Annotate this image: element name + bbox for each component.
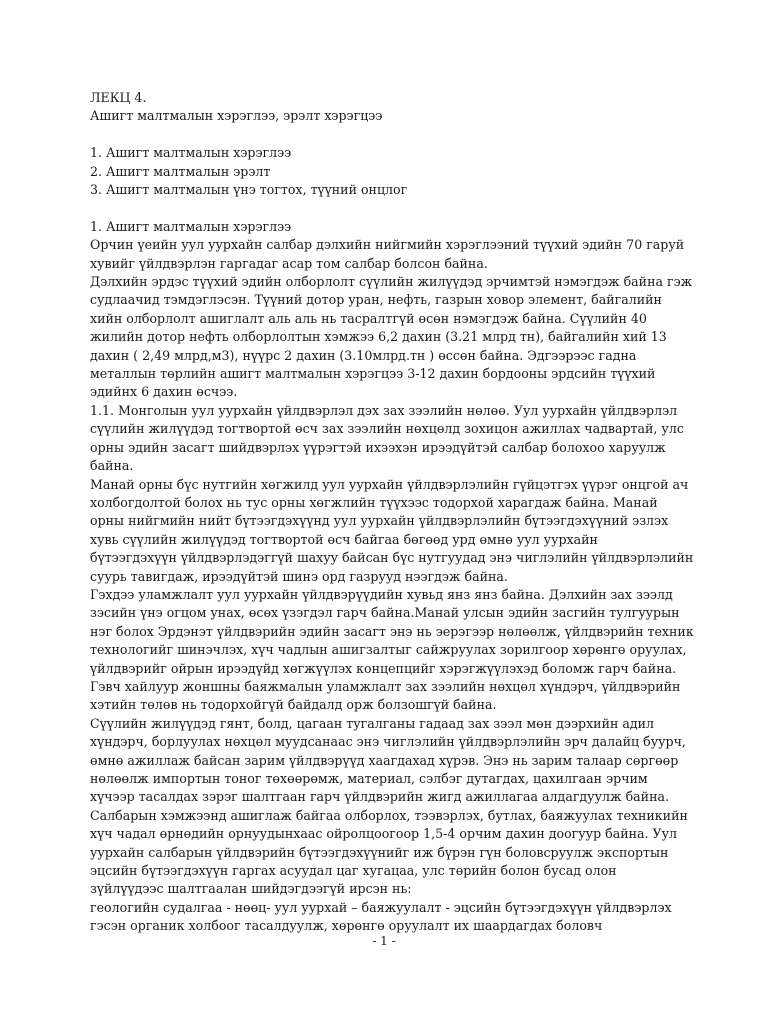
body-line: Манай орны бүс нутгийн хөгжилд уул уурхайн үйлдвэрлэлийн гүйцэтгэх үүрэг онцгой ач bbox=[90, 476, 689, 492]
page-number: - 1 - bbox=[372, 934, 396, 948]
toc-item: 1. Ашигт малтмалын хэрэглээ bbox=[90, 145, 292, 161]
body-line: эцсийн бүтээгдэхүүн гаргах асуудал цаг хугацаа, улс төрийн болон бусад олон bbox=[90, 863, 617, 879]
body-line: орны эдийн засагт шийдвэрлэх үүрэгтэй ихээхэн ирээдүйтэй салбар болохоо харуулж bbox=[90, 439, 666, 455]
body-line: судлаачид тэмдэглэсэн. Түүний дотор уран, нефть, газрын ховор элемент, байгалийн bbox=[90, 292, 662, 308]
body-line: гэсэн органик холбоог тасалдуулж, хөрөнгө оруулалт их шаардагдах боловч bbox=[90, 918, 603, 934]
body-line: эдийнх 6 дахин өсчээ. bbox=[90, 384, 238, 400]
lecture-subtitle: Ашигт малтмалын хэрэглээ, эрэлт хэрэгцээ bbox=[90, 108, 383, 124]
body-line: сүүлийн жилүүдэд тогтвортой өсч зах зээлийн нөхцөлд зохицон ажиллах чадвартай, улс bbox=[90, 421, 684, 437]
body-line: хүч чадал өрнөдийн орнуудынхаас ойролцоогоор 1,5-4 орчим дахин доогуур байна. Уул bbox=[90, 826, 678, 842]
body-line: хүчээр тасалдах зэрэг шалтгаан гарч үйлдвэрийн жигд ажиллагаа алдагдуулж байна. bbox=[90, 789, 669, 805]
body-line: хийн олборлолт ашиглалт аль аль нь тасралтгүй өсөн нэмэгдэж байна. Сүүлийн 40 bbox=[90, 310, 647, 326]
body-line: Гэвч хайлуур жоншны баяжмалын уламжлалт зах зээлийн нөхцөл хүндэрч, үйлдвэрийн bbox=[90, 678, 681, 694]
body-line: үйлдвэрийг ойрын ирээдүйд хөгжүүлэх концепцийг хэрэгжүүлэхэд боломж гарч байна. bbox=[90, 660, 677, 676]
body-text bbox=[90, 236, 694, 935]
toc-item: 3. Ашигт малтмалын үнэ тогтох, түүний онцлог bbox=[90, 182, 408, 198]
spacer bbox=[90, 126, 690, 144]
body-line: орны нийгмийн нийт бүтээгдэхүүнд уул уурхайн үйлдвэрлэлийн бүтээгдэхүүний эзлэх bbox=[90, 513, 669, 529]
body-line: технологийг шинэчлэх, хүч чадлын ашигзалтыг сайжруулах зорилгоор хөрөнгө оруулах, bbox=[90, 642, 687, 658]
body-line: Салбарын хэмжээнд ашиглаж байгаа олборлох, тээвэрлэх, бутлах, баяжуулах техникийн bbox=[90, 807, 688, 823]
spacer bbox=[90, 199, 690, 217]
table-of-contents bbox=[90, 144, 690, 199]
toc-item: 2. Ашигт малтмалын эрэлт bbox=[90, 163, 271, 179]
body-line: нэг болох Эрдэнэт үйлдвэрийн эдийн засагт энэ нь эерэгээр нөлөөлж, үйлдвэрийн техник bbox=[90, 623, 694, 639]
body-line: жилийн дотор нефть олборлолтын хэмжээ 6,2 дахин (3.21 млрд тн), байгалийн хий 13 bbox=[90, 329, 667, 345]
body-line: нөлөөлж импортын тоног төхөөрөмж, материал, сэлбэг дутагдах, цахилгаан эрчим bbox=[90, 771, 648, 786]
body-line: хувийг үйлдвэрлэн гаргадаг асар том салбар болсон байна. bbox=[90, 255, 488, 271]
body-line: хүндэрч, борлуулах нөхцөл муудсанаас энэ чиглэлийн үйлдвэрлэлийн эрч далайц буурч, bbox=[90, 734, 686, 750]
body-line: геологийн судалгаа - нөөц- уул уурхай – баяжуулалт - эцсийн бүтээгдэхүүн үйлдвэрлэх bbox=[90, 899, 672, 915]
body-line: хэтийн төлөв нь тодорхойгүй байдалд орж болзошгүй байна. bbox=[90, 697, 497, 713]
body-line: металлын төрлийн ашигт малтмалын хэрэгцээ 3-12 дахин бордооны эрдсийн түүхий bbox=[90, 366, 656, 382]
body-line: Дэлхийн эрдэс түүхий эдийн олборлолт сүүлийн жилүүдэд эрчимтэй нэмэгдэж байна гэж bbox=[90, 274, 693, 290]
body-line: зүйлүүдээс шалтгаалан шийдэгдээгүй ирсэн нь: bbox=[90, 881, 412, 897]
section-heading: 1. Ашигт малтмалын хэрэглээ bbox=[90, 218, 292, 234]
body-line: бүтээгдэхүүн үйлдвэрлэдэггүй шахуу байсан бүс нутгуудад энэ чиглэлийн үйлдвэрлэлийн bbox=[90, 550, 694, 566]
body-line: хувь сүүлийн жилүүдэд тогтвортой өсч байгаа бөгөөд урд өмнө уул уурхайн bbox=[90, 531, 598, 547]
body-line: зэсийн үнэ огцом унах, өсөх үзэгдэл гарч байна.Манай улсын эдийн засгийн тулгуурын bbox=[90, 605, 680, 621]
body-line: Гэхдээ уламжлалт уул уурхайн үйлдвэрүүдийн хувьд янз янз байна. Дэлхийн зах зээлд bbox=[90, 586, 673, 602]
body-line: холбогдолтой болох нь тус орны хөгжлийн түүхээс тодорхой харагдаж байна. Манай bbox=[90, 494, 658, 510]
body-line: Орчин үеийн уул уурхайн салбар дэлхийн нийгмийн хэрэглээний түүхий эдийн 70 гаруй bbox=[90, 237, 685, 253]
body-line: дахин ( 2,49 млрд,м3), нүүрс 2 дахин (3.10млрд.тн ) өссөн байна. Эдгээрээс гадна bbox=[90, 347, 637, 363]
body-line: суурь тавигдаж, ирээдүйтэй шинэ орд газрууд нээгдэж байна. bbox=[90, 568, 508, 584]
body-line: Сүүлийн жилүүдэд гянт, болд, цагаан тугалганы гадаад зах зээл мөн дээрхийн адил bbox=[90, 715, 655, 731]
body-line: уурхайн салбарын үйлдвэрийн бүтээгдэхүүнийг иж бүрэн гүн боловсруулж экспортын bbox=[90, 844, 669, 860]
document-page bbox=[90, 89, 694, 936]
body-line: байна. bbox=[90, 458, 134, 474]
body-line: өмнө ажиллаж байсан зарим үйлдвэрүүд хаагдахад хүрэв. Энэ нь зарим талаар сөргөөр bbox=[90, 752, 679, 768]
body-line: 1.1. Монголын уул уурхайн үйлдвэрлэл дэх зах зээлийн нөлөө. Уул уурхайн үйлдвэрлэл bbox=[90, 402, 678, 418]
lecture-title: ЛЕКЦ 4. bbox=[90, 90, 147, 105]
